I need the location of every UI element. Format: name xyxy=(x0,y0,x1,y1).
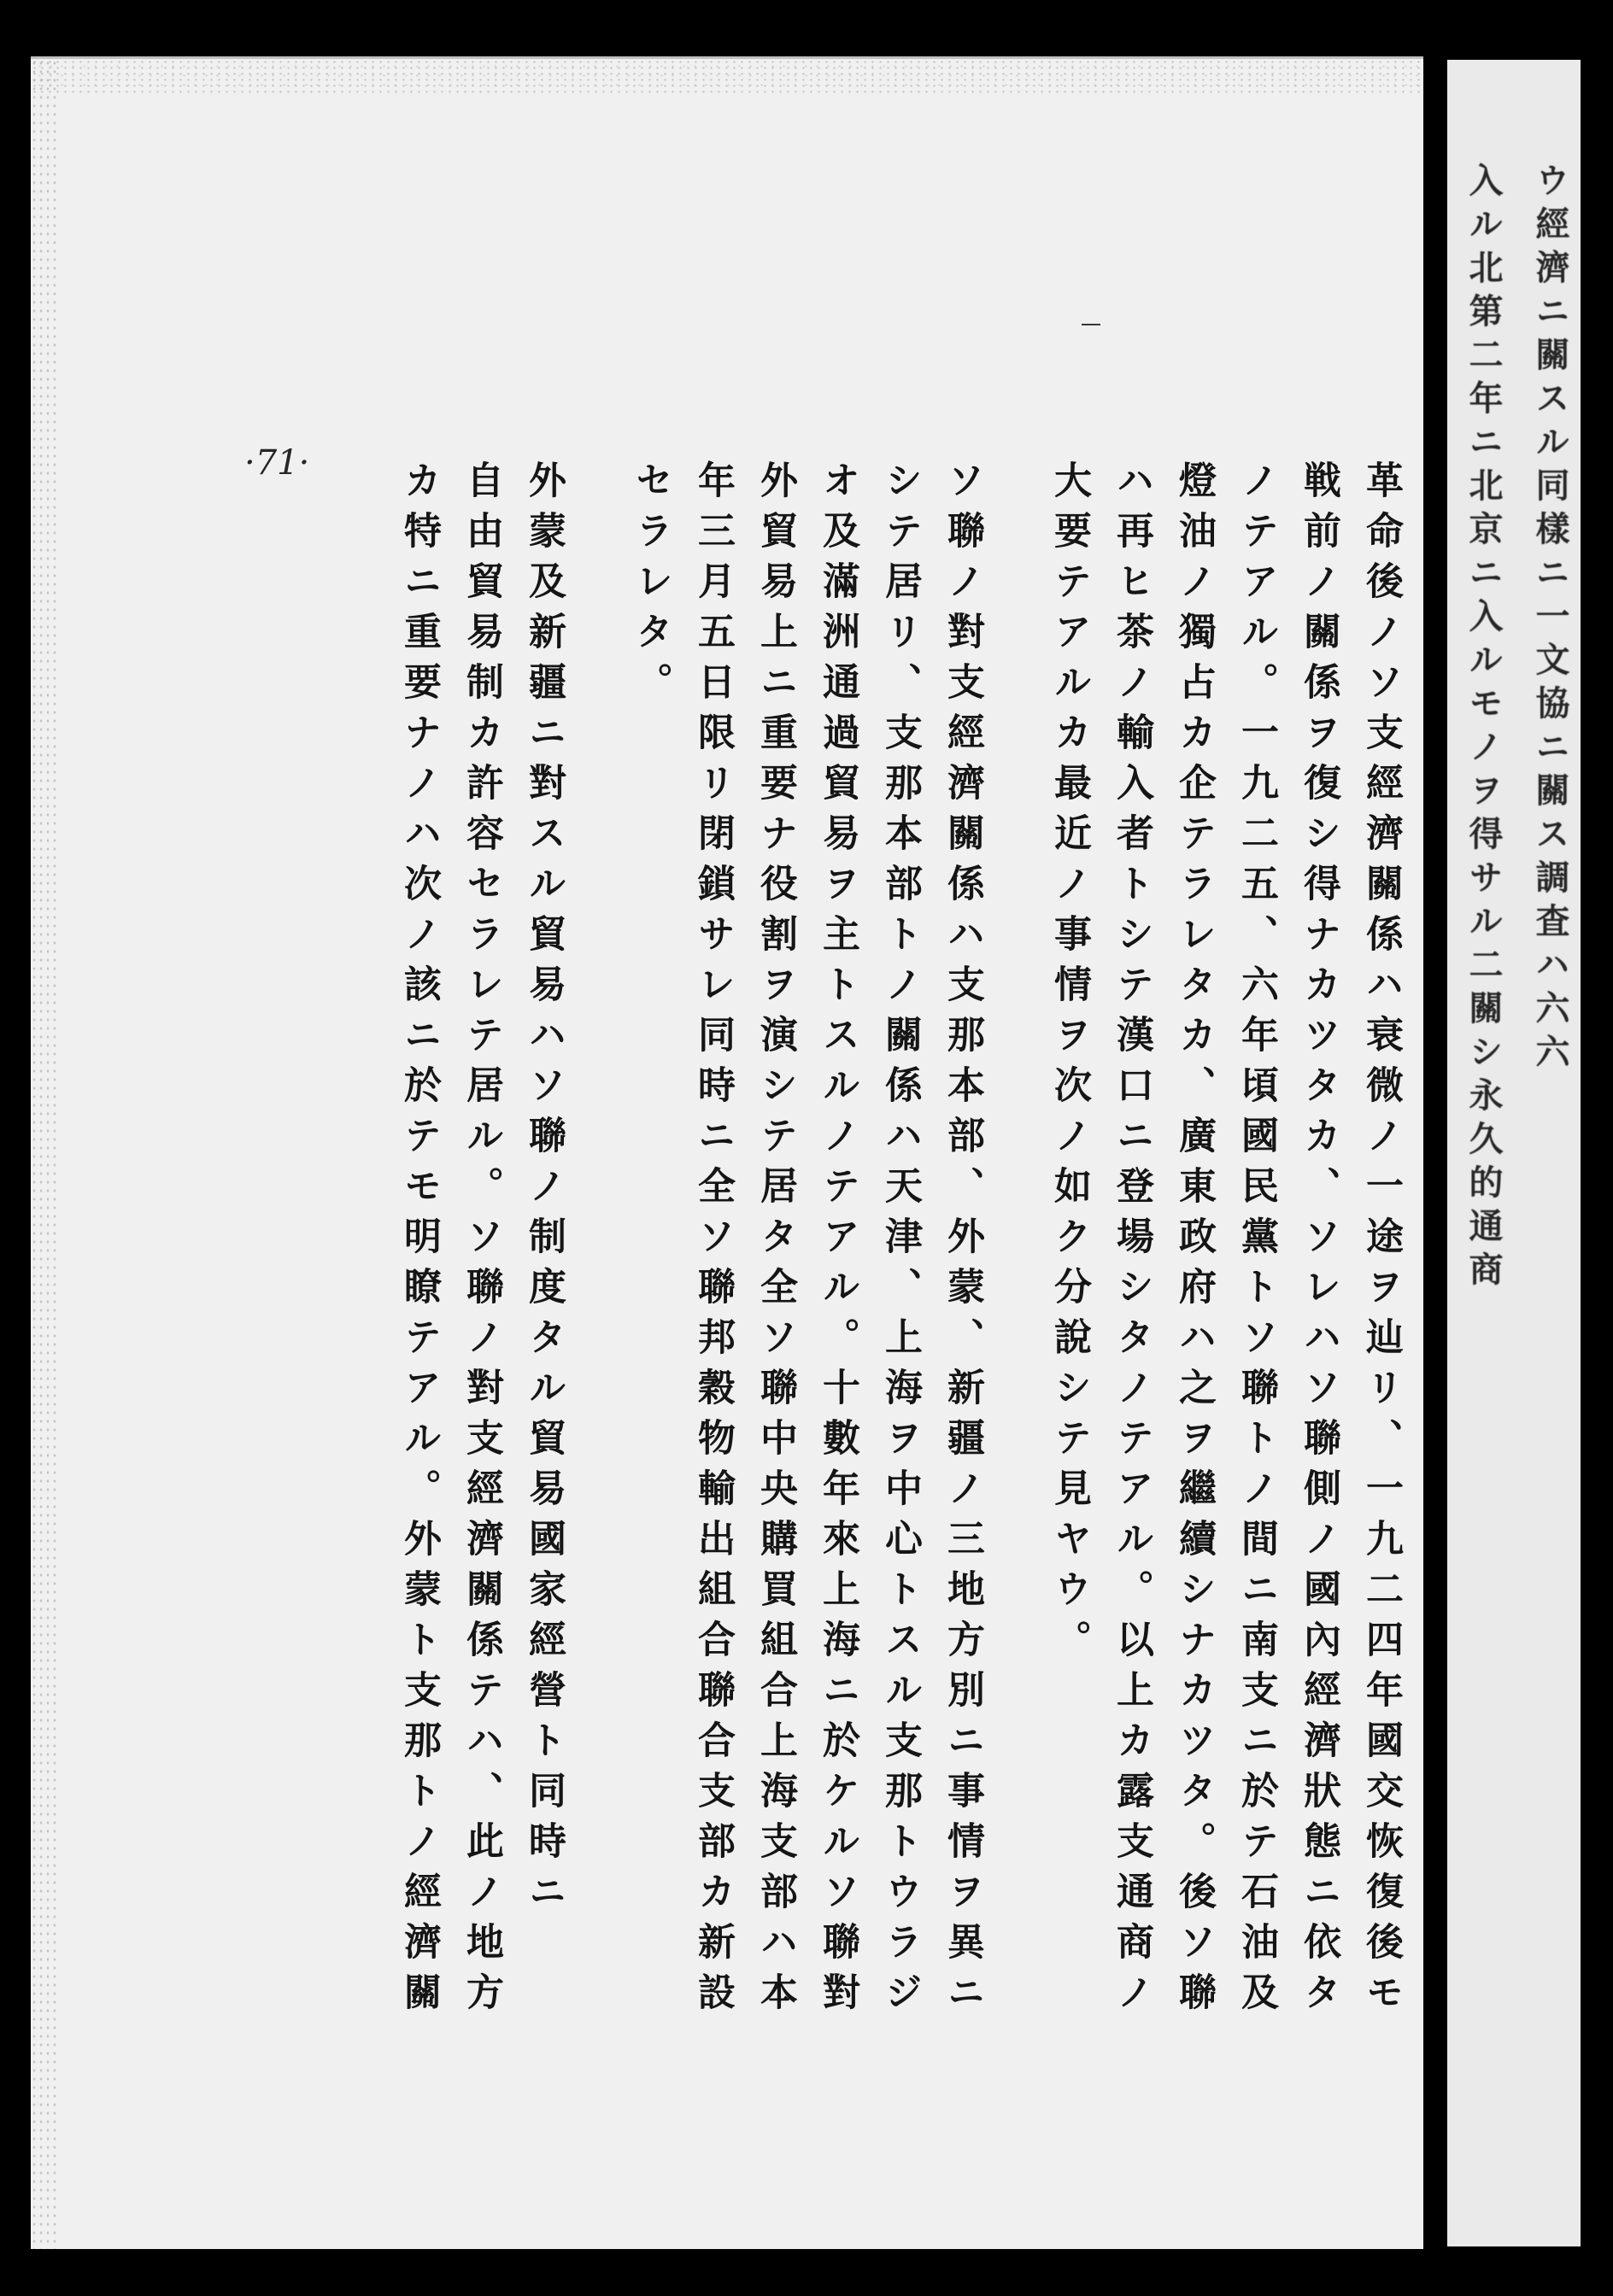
scan-noise xyxy=(31,59,1423,93)
text-column: ハ再ヒ茶ノ輸入者トシテ漢口ニ登場シタノテアル。以上カ露支通商ノ xyxy=(1110,460,1153,2023)
text-column: ノテアル。一九二五、六年頃國民黨トソ聯トノ間ニ南支ニ於テ石油及 xyxy=(1235,460,1278,2023)
main-page xyxy=(31,56,1423,2249)
text-column: 革命後ノソ支經濟關係ハ衰微ノ一途ヲ辿リ、一九二四年國交恢復後モ xyxy=(1359,460,1403,2023)
text-column: 年三月五日限リ閉鎖サレ同時ニ全ソ聯邦穀物輸出組合聯合支部カ新設 xyxy=(691,460,735,2023)
scan-noise xyxy=(31,59,60,2249)
stray-mark xyxy=(1082,324,1100,325)
text-column: カ特ニ重要ナノハ次ノ該ニ於テモ明瞭テアル。外蒙ト支那トノ經濟關 xyxy=(397,460,441,2023)
text-column: 戦前ノ關係ヲ復シ得ナカツタカ、ソレハソ聯側ノ國內經濟狀態ニ依タ xyxy=(1297,460,1340,2023)
text-column: ソ聯ノ對支經濟關係ハ支那本部、外蒙、新疆ノ三地方別ニ事情ヲ異ニ xyxy=(941,460,984,2023)
text-column: オ及滿洲通過貿易ヲ主トスルノテアル。十數年來上海ニ於ケルソ聯對 xyxy=(816,460,859,2023)
text-column: 自由貿易制カ許容セラレテ居ル。ソ聯ノ對支經濟關係テハ、此ノ地方 xyxy=(460,460,503,2023)
text-column: 大要テアルカ最近ノ事情ヲ次ノ如ク分說シテ見ヤウ。 xyxy=(1047,460,1091,1670)
text-column: シテ居リ、支那本部トノ關係ハ天津、上海ヲ中心トスル支那トウラジ xyxy=(878,460,922,2023)
text-column: セラレタ。 xyxy=(629,460,672,712)
text-column: 外貿易上ニ重要ナ役割ヲ演シテ居タ全ソ聯中央購買組合上海支部ハ本 xyxy=(754,460,797,2023)
side-text-column: ウ經濟ニ關スル同樣ニ一文協ニ關ス調査ハ六六 xyxy=(1530,162,1570,1077)
adjacent-page-edge xyxy=(1447,60,1581,2246)
side-text-column: 入ル北第二年ニ北京ニ入ルモノヲ得サル二關シ永久的通商 xyxy=(1463,162,1504,1295)
page-number: ·71· xyxy=(244,443,310,483)
text-column: 外蒙及新疆ニ對スル貿易ハソ聯ノ制度タル貿易國家經營ト同時ニ xyxy=(522,460,566,1922)
text-column: 燈油ノ獨占カ企テラレタカ、廣東政府ハ之ヲ繼續シナカツタ。後ソ聯 xyxy=(1172,460,1216,2023)
